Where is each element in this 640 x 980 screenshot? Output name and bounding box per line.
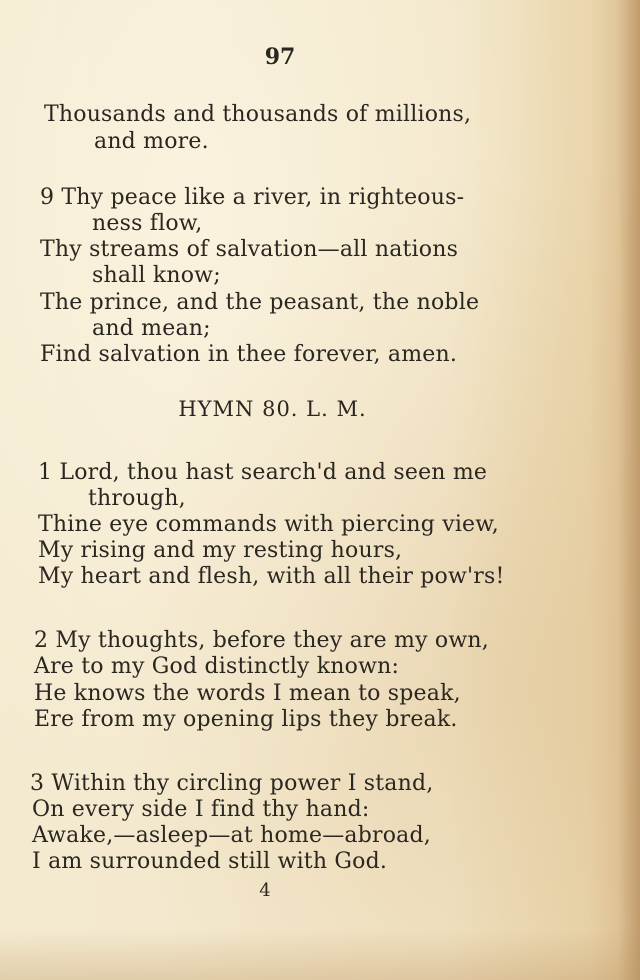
stanza2-line-3: He knows the words I mean to speak,	[34, 681, 461, 706]
intro-line-1: Thousands and thousands of millions,	[44, 102, 472, 127]
page-number: 97	[264, 44, 296, 70]
stanza2-line-4: Ere from my opening lips they break.	[34, 707, 458, 732]
stanza3-line-1: 3 Within thy circling power I stand,	[30, 771, 434, 796]
verse9-line-6: and mean;	[92, 316, 211, 341]
verse9-line-4: shall know;	[92, 263, 221, 288]
stanza1-line-3: Thine eye commands with piercing view,	[38, 512, 499, 537]
stanza3-line-3: Awake,—asleep—at home—abroad,	[32, 823, 431, 848]
stanza1-line-4: My rising and my resting hours,	[38, 538, 403, 563]
stanza1-line-2: through,	[88, 486, 186, 511]
verse9-line-2: ness flow,	[92, 211, 203, 236]
verse9-line-1: 9 Thy peace like a river, in righteous-	[40, 185, 465, 210]
stanza3-line-4: I am surrounded still with God.	[32, 849, 388, 874]
hymn-title: HYMN 80. L. M.	[178, 397, 367, 421]
verse9-line-5: The prince, and the peasant, the noble	[40, 290, 480, 315]
page-bottom-stain	[0, 930, 640, 980]
stanza3-line-2: On every side I find thy hand:	[32, 797, 370, 822]
stanza1-line-1: 1 Lord, thou hast search'd and seen me	[38, 460, 488, 485]
stanza2-line-1: 2 My thoughts, before they are my own,	[34, 628, 489, 653]
intro-line-2: and more.	[94, 129, 209, 154]
stanza1-line-5: My heart and flesh, with all their pow'rs!	[38, 564, 505, 589]
verse9-line-3: Thy streams of salvation—all nations	[40, 237, 459, 262]
stanza2-line-2: Are to my God distinctly known:	[34, 654, 400, 679]
verse9-line-7: Find salvation in thee forever, amen.	[40, 342, 458, 367]
signature-mark: 4	[259, 880, 271, 901]
page-edge-shadow	[618, 0, 640, 980]
